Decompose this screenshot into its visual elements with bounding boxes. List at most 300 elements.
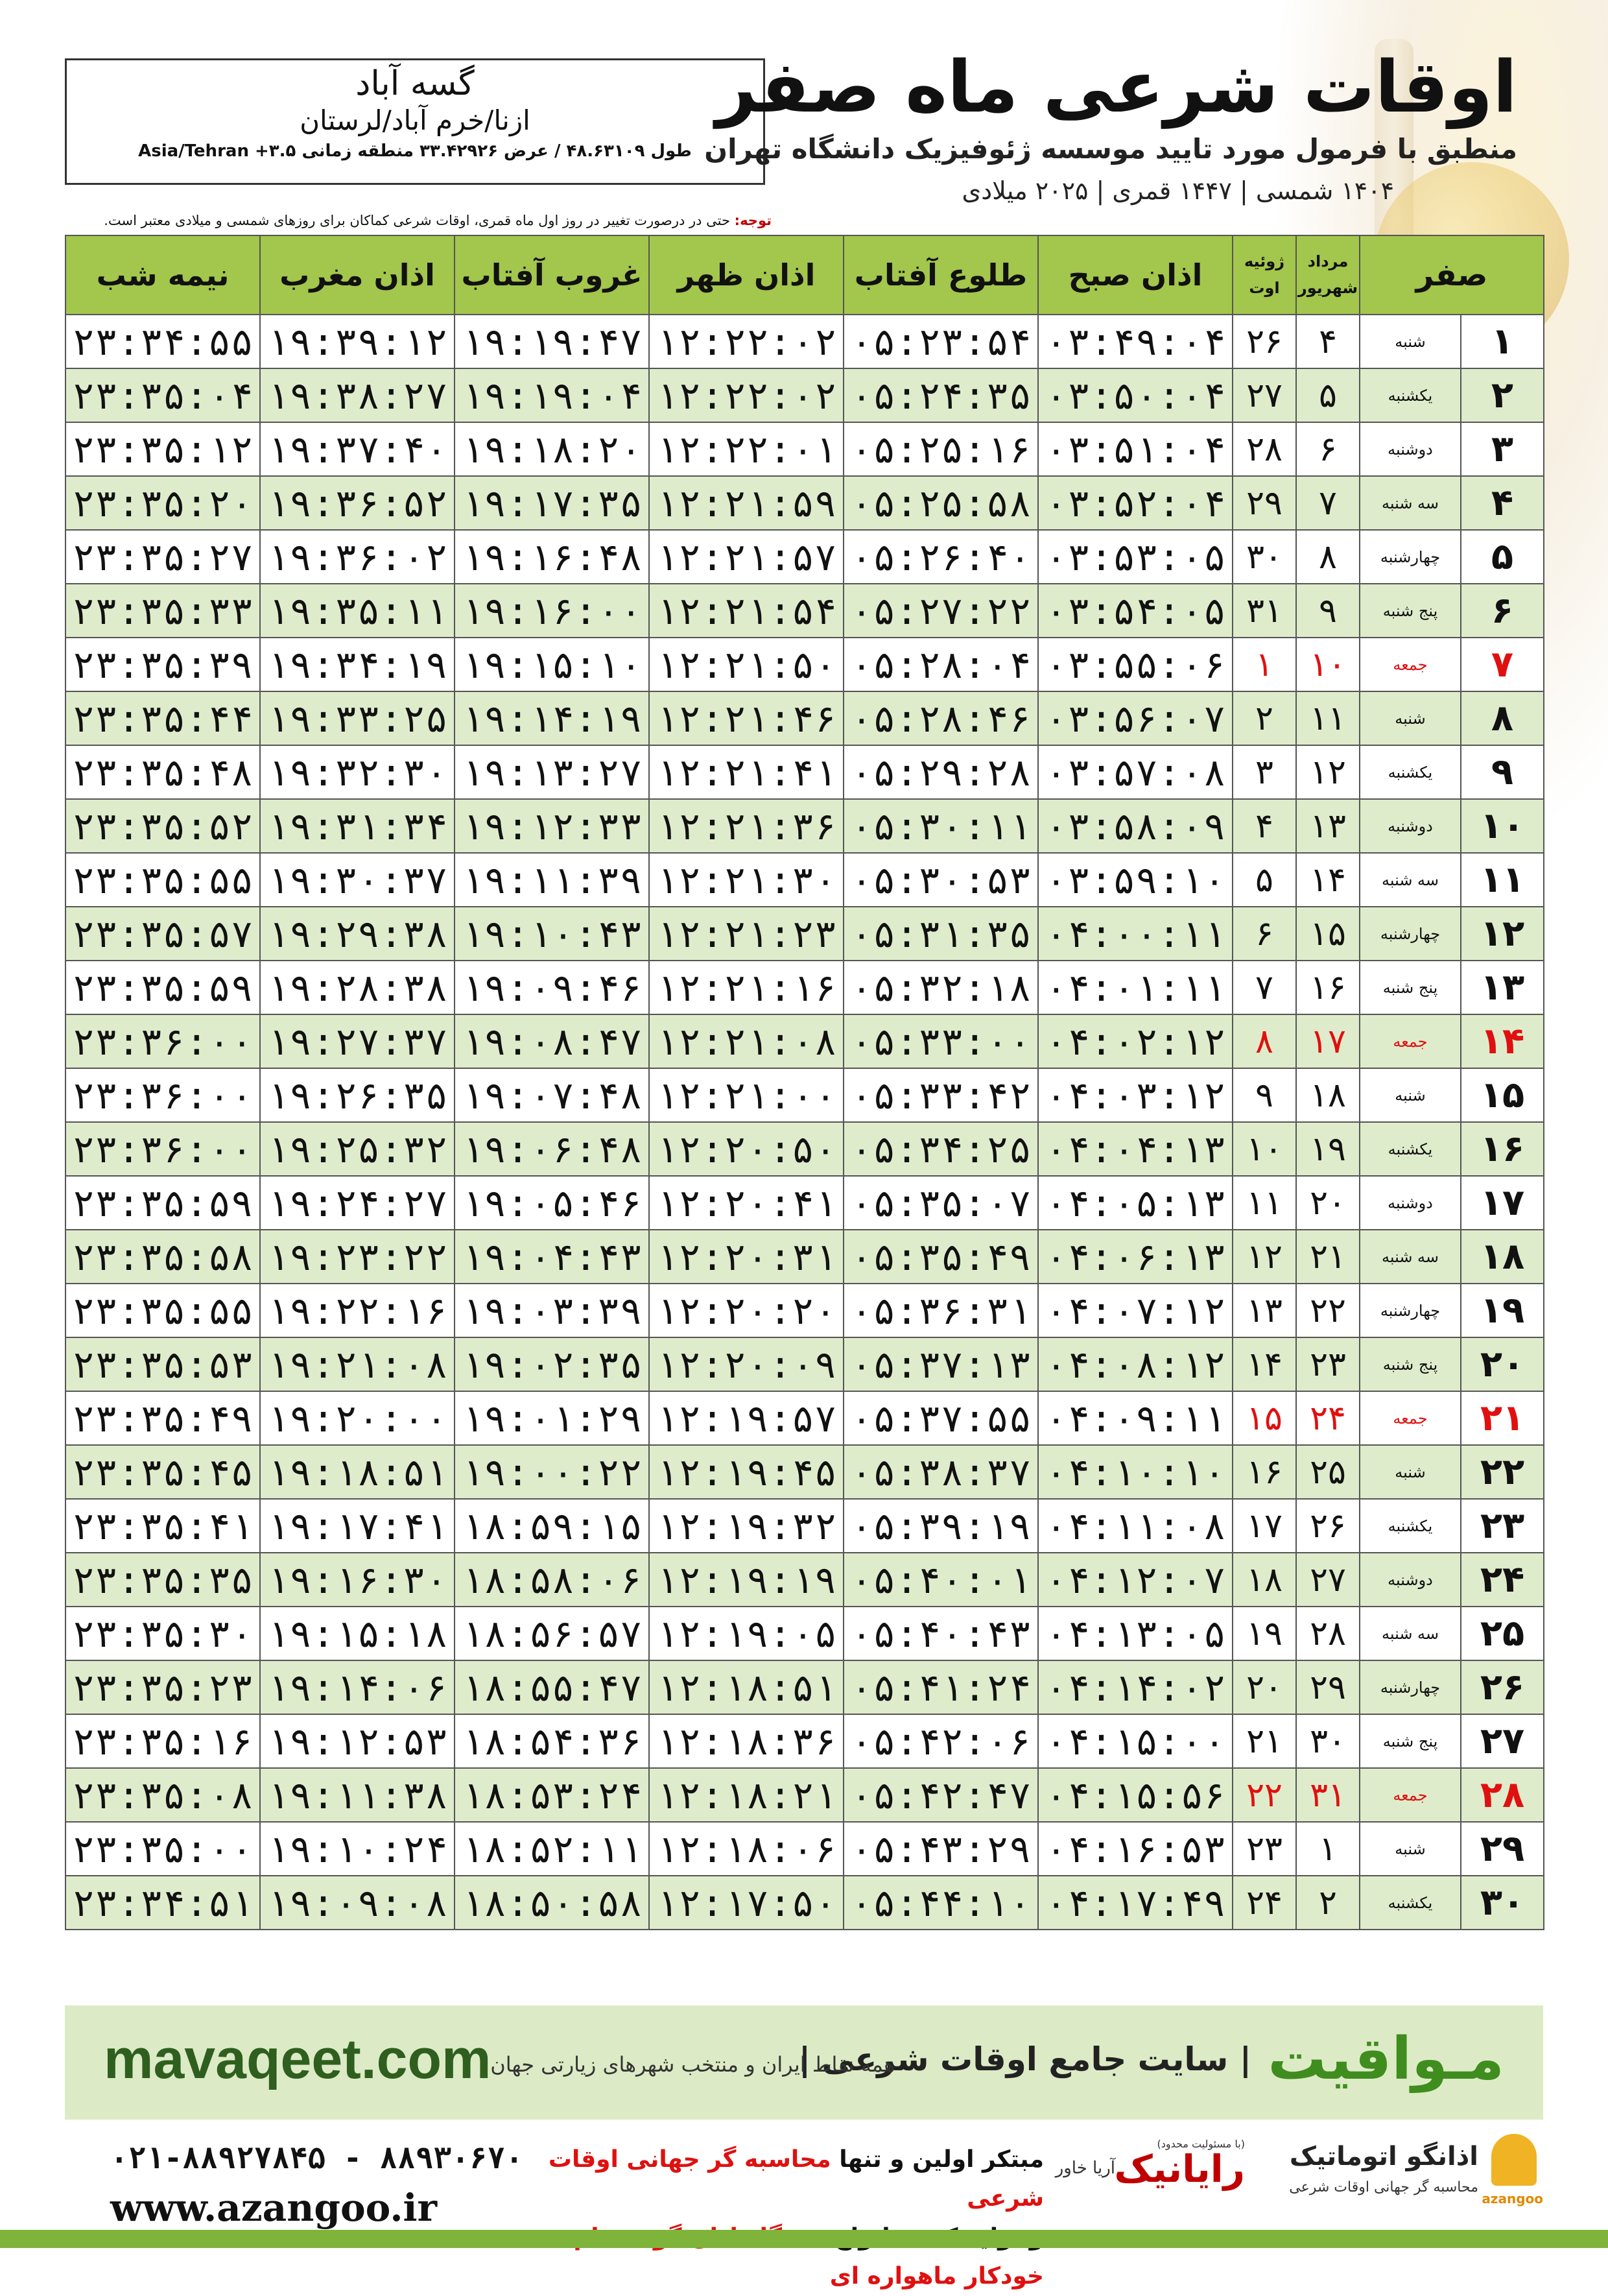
sunset-time: ۱۹:۱۷:۳۵ (455, 476, 649, 530)
weekday: جمعه (1360, 1391, 1461, 1445)
midnight-time: ۲۳:۳۵:۳۳ (65, 584, 260, 638)
sunset-time: ۱۸:۵۴:۳۶ (455, 1714, 649, 1768)
header-sunrise: طلوع آفتاب (844, 235, 1038, 315)
page-subtitle: منطبق با فرمول مورد تایید موسسه ژئوفیزیک دانشگاه تهران (704, 133, 1517, 165)
sunset-time: ۱۹:۱۱:۳۹ (455, 853, 649, 907)
gregorian-date: ۲۷ (1233, 368, 1296, 422)
fajr-time: ۰۴:۰۸:۱۲ (1038, 1337, 1233, 1391)
dhuhr-time: ۱۲:۱۹:۳۲ (649, 1499, 844, 1553)
fajr-time: ۰۴:۱۱:۰۸ (1038, 1499, 1233, 1553)
sunset-time: ۱۹:۱۳:۲۷ (455, 745, 649, 799)
maghrib-time: ۱۹:۳۶:۰۲ (260, 530, 455, 584)
maghrib-time: ۱۹:۳۳:۲۵ (260, 691, 455, 745)
maghrib-time: ۱۹:۲۶:۳۵ (260, 1068, 455, 1122)
shamsi-date: ۵ (1296, 368, 1360, 422)
shamsi-date: ۲۲ (1296, 1284, 1360, 1337)
weekday: شنبه (1360, 315, 1461, 368)
sunset-time: ۱۹:۰۳:۳۹ (455, 1284, 649, 1337)
site-url[interactable]: mavaqeet.com (104, 2028, 491, 2090)
sunset-time: ۱۹:۰۲:۳۵ (455, 1337, 649, 1391)
table-row (65, 1230, 1544, 1284)
fajr-time: ۰۳:۵۷:۰۸ (1038, 745, 1233, 799)
sunrise-time: ۰۵:۴۴:۱۰ (844, 1876, 1038, 1930)
day-number: ۲۳ (1461, 1499, 1544, 1553)
day-number: ۳ (1461, 422, 1544, 476)
note-text: حتی در درصورت تغییر در روز اول ماه قمری، اوقات شرعی کماکان برای روزهای شمسی و میلادی معتبر است. (104, 213, 730, 228)
sunrise-time: ۰۵:۳۰:۱۱ (844, 799, 1038, 853)
midnight-time: ۲۳:۳۶:۰۰ (65, 1014, 260, 1068)
gregorian-date: ۲۳ (1233, 1822, 1296, 1876)
weekday: پنج شنبه (1360, 584, 1461, 638)
dhuhr-time: ۱۲:۲۱:۵۰ (649, 638, 844, 691)
azangoo-subtitle: محاسبه گر جهانی اوقات شرعی (1289, 2179, 1478, 2195)
sunrise-time: ۰۵:۴۲:۴۷ (844, 1768, 1038, 1822)
sunrise-time: ۰۵:۳۲:۱۸ (844, 961, 1038, 1014)
shamsi-date: ۹ (1296, 584, 1360, 638)
fajr-time: ۰۳:۴۹:۰۴ (1038, 315, 1233, 368)
midnight-time: ۲۳:۳۵:۳۹ (65, 638, 260, 691)
phone-numbers: ۰۲۱-۸۸۹۲۷۸۴۵ - ۸۸۹۳۰۶۷۰ (110, 2140, 523, 2175)
gregorian-date: ۱۳ (1233, 1284, 1296, 1337)
weekday: پنج شنبه (1360, 1714, 1461, 1768)
header-midnight: نیمه شب (65, 235, 260, 315)
midnight-time: ۲۳:۳۵:۵۸ (65, 1230, 260, 1284)
promo-line2-b: خودکار ماهواره ای (829, 2263, 1044, 2290)
gregorian-date: ۷ (1233, 961, 1296, 1014)
shamsi-date: ۱۷ (1296, 1014, 1360, 1068)
weekday: یکشنبه (1360, 1122, 1461, 1176)
table-row (65, 745, 1544, 799)
sunset-time: ۱۹:۰۴:۴۳ (455, 1230, 649, 1284)
fajr-time: ۰۴:۰۶:۱۳ (1038, 1230, 1233, 1284)
rayanik-logo: رایانیک (1114, 2147, 1245, 2191)
shamsi-date: ۱۸ (1296, 1068, 1360, 1122)
fajr-time: ۰۴:۱۴:۰۲ (1038, 1660, 1233, 1714)
weekday: جمعه (1360, 1014, 1461, 1068)
dhuhr-time: ۱۲:۲۲:۰۲ (649, 368, 844, 422)
shamsi-date: ۲۶ (1296, 1499, 1360, 1553)
gregorian-date: ۳ (1233, 745, 1296, 799)
dhuhr-time: ۱۲:۲۱:۲۳ (649, 907, 844, 961)
dhuhr-time: ۱۲:۱۸:۲۱ (649, 1768, 844, 1822)
sunrise-time: ۰۵:۳۵:۴۹ (844, 1230, 1038, 1284)
day-number: ۲۰ (1461, 1337, 1544, 1391)
shamsi-date: ۲۵ (1296, 1445, 1360, 1499)
day-number: ۴ (1461, 476, 1544, 530)
day-number: ۲۱ (1461, 1391, 1544, 1445)
midnight-time: ۲۳:۳۵:۴۸ (65, 745, 260, 799)
dhuhr-time: ۱۲:۲۰:۳۱ (649, 1230, 844, 1284)
weekday: پنج شنبه (1360, 1337, 1461, 1391)
sunrise-time: ۰۵:۳۰:۵۳ (844, 853, 1038, 907)
banner-tagline-secondary: همه نقاط ایران و منتخب شهرهای زیارتی جهان (490, 2052, 895, 2077)
maghrib-time: ۱۹:۱۱:۳۸ (260, 1768, 455, 1822)
header-day: صفر (1360, 235, 1544, 315)
midnight-time: ۲۳:۳۵:۰۸ (65, 1768, 260, 1822)
shamsi-date: ۲۳ (1296, 1337, 1360, 1391)
weekday: یکشنبه (1360, 745, 1461, 799)
maghrib-time: ۱۹:۳۵:۱۱ (260, 584, 455, 638)
weekday: شنبه (1360, 1822, 1461, 1876)
table-row (65, 1337, 1544, 1391)
fajr-time: ۰۴:۰۷:۱۲ (1038, 1284, 1233, 1337)
midnight-time: ۲۳:۳۵:۲۰ (65, 476, 260, 530)
sunset-time: ۱۹:۰۱:۲۹ (455, 1391, 649, 1445)
day-number: ۱۶ (1461, 1122, 1544, 1176)
azangoo-url[interactable]: www.azangoo.ir (110, 2186, 438, 2230)
day-number: ۱۷ (1461, 1176, 1544, 1230)
dhuhr-time: ۱۲:۲۰:۰۹ (649, 1337, 844, 1391)
shamsi-date: ۲۷ (1296, 1553, 1360, 1607)
fajr-time: ۰۴:۰۳:۱۲ (1038, 1068, 1233, 1122)
midnight-time: ۲۳:۳۵:۵۵ (65, 1284, 260, 1337)
fajr-time: ۰۴:۰۵:۱۳ (1038, 1176, 1233, 1230)
weekday: یکشنبه (1360, 1876, 1461, 1930)
dhuhr-time: ۱۲:۲۱:۰۸ (649, 1014, 844, 1068)
dhuhr-time: ۱۲:۲۱:۵۷ (649, 530, 844, 584)
dhuhr-time: ۱۲:۲۰:۵۰ (649, 1122, 844, 1176)
day-number: ۱ (1461, 315, 1544, 368)
midnight-time: ۲۳:۳۵:۳۵ (65, 1553, 260, 1607)
sunrise-time: ۰۵:۳۴:۲۵ (844, 1122, 1038, 1176)
shamsi-date: ۳۰ (1296, 1714, 1360, 1768)
weekday: شنبه (1360, 691, 1461, 745)
midnight-time: ۲۳:۳۵:۲۷ (65, 530, 260, 584)
dhuhr-time: ۱۲:۲۰:۴۱ (649, 1176, 844, 1230)
gregorian-date: ۱۸ (1233, 1553, 1296, 1607)
gregorian-date: ۱۲ (1233, 1230, 1296, 1284)
azangoo-icon (1491, 2134, 1537, 2186)
day-number: ۸ (1461, 691, 1544, 745)
weekday: چهارشنبه (1360, 1284, 1461, 1337)
weekday: چهارشنبه (1360, 907, 1461, 961)
header-dhuhr: اذان ظهر (649, 235, 844, 315)
gregorian-date: ۱۱ (1233, 1176, 1296, 1230)
weekday: سه شنبه (1360, 476, 1461, 530)
fajr-time: ۰۳:۵۲:۰۴ (1038, 476, 1233, 530)
sunset-time: ۱۹:۰۹:۴۶ (455, 961, 649, 1014)
maghrib-time: ۱۹:۱۵:۱۸ (260, 1607, 455, 1660)
gregorian-date: ۱۶ (1233, 1445, 1296, 1499)
midnight-time: ۲۳:۳۵:۵۳ (65, 1337, 260, 1391)
midnight-time: ۲۳:۳۵:۲۳ (65, 1660, 260, 1714)
shamsi-date: ۱ (1296, 1822, 1360, 1876)
sunrise-time: ۰۵:۳۵:۰۷ (844, 1176, 1038, 1230)
maghrib-time: ۱۹:۱۰:۲۴ (260, 1822, 455, 1876)
header-gregorian: ژوئیه اوت (1233, 235, 1296, 315)
website-banner (65, 2005, 1543, 2120)
dhuhr-time: ۱۲:۱۹:۴۵ (649, 1445, 844, 1499)
midnight-time: ۲۳:۳۵:۵۲ (65, 799, 260, 853)
fajr-time: ۰۴:۱۶:۵۳ (1038, 1822, 1233, 1876)
day-number: ۲۶ (1461, 1660, 1544, 1714)
table-row (65, 799, 1544, 853)
gregorian-date: ۳۰ (1233, 530, 1296, 584)
azangoo-logo: اذانگو اتوماتیک (1289, 2142, 1478, 2171)
day-number: ۱۴ (1461, 1014, 1544, 1068)
rayanik-sub: (با مسئولیت محدود) (1157, 2138, 1245, 2150)
gregorian-date: ۲ (1233, 691, 1296, 745)
sunset-time: ۱۹:۱۸:۲۰ (455, 422, 649, 476)
maghrib-time: ۱۹:۰۹:۰۸ (260, 1876, 455, 1930)
dhuhr-time: ۱۲:۲۱:۱۶ (649, 961, 844, 1014)
dhuhr-time: ۱۲:۱۹:۱۹ (649, 1553, 844, 1607)
weekday: سه شنبه (1360, 853, 1461, 907)
table-row (65, 853, 1544, 907)
sunset-time: ۱۹:۱۹:۴۷ (455, 315, 649, 368)
dhuhr-time: ۱۲:۱۸:۰۶ (649, 1822, 844, 1876)
banner-tagline: | سایت جامع اوقات شرعی | (798, 2040, 1251, 2078)
shamsi-date: ۲۰ (1296, 1176, 1360, 1230)
gregorian-date: ۲۹ (1233, 476, 1296, 530)
sunrise-time: ۰۵:۲۶:۴۰ (844, 530, 1038, 584)
shamsi-date: ۲۸ (1296, 1607, 1360, 1660)
sunrise-time: ۰۵:۴۰:۴۳ (844, 1607, 1038, 1660)
midnight-time: ۲۳:۳۵:۴۱ (65, 1499, 260, 1553)
sunset-time: ۱۹:۱۲:۳۳ (455, 799, 649, 853)
day-number: ۱۱ (1461, 853, 1544, 907)
day-number: ۱۳ (1461, 961, 1544, 1014)
midnight-time: ۲۳:۳۵:۵۹ (65, 1176, 260, 1230)
table-row (65, 1122, 1544, 1176)
sunset-time: ۱۹:۰۵:۴۶ (455, 1176, 649, 1230)
table-row (65, 1284, 1544, 1337)
header-sunset: غروب آفتاب (455, 235, 649, 315)
sunrise-time: ۰۵:۴۳:۲۹ (844, 1822, 1038, 1876)
gregorian-date: ۲۲ (1233, 1768, 1296, 1822)
gregorian-date: ۲۸ (1233, 422, 1296, 476)
bottom-bar (0, 2230, 1608, 2248)
sunrise-time: ۰۵:۳۳:۰۰ (844, 1014, 1038, 1068)
gregorian-date: ۴ (1233, 799, 1296, 853)
gregorian-date: ۳۱ (1233, 584, 1296, 638)
table-row (65, 907, 1544, 961)
maghrib-time: ۱۹:۲۵:۳۲ (260, 1122, 455, 1176)
maghrib-time: ۱۹:۲۳:۲۲ (260, 1230, 455, 1284)
maghrib-time: ۱۹:۳۲:۳۰ (260, 745, 455, 799)
fajr-time: ۰۴:۰۲:۱۲ (1038, 1014, 1233, 1068)
fajr-time: ۰۳:۵۶:۰۷ (1038, 691, 1233, 745)
dhuhr-time: ۱۲:۲۱:۴۶ (649, 691, 844, 745)
day-number: ۲ (1461, 368, 1544, 422)
fajr-time: ۰۴:۰۰:۱۱ (1038, 907, 1233, 961)
gregorian-date: ۶ (1233, 907, 1296, 961)
shamsi-date: ۳۱ (1296, 1768, 1360, 1822)
sunrise-time: ۰۵:۳۷:۵۵ (844, 1391, 1038, 1445)
day-number: ۶ (1461, 584, 1544, 638)
dhuhr-time: ۱۲:۲۱:۳۰ (649, 853, 844, 907)
gregorian-date: ۱۵ (1233, 1391, 1296, 1445)
table-row (65, 530, 1544, 584)
weekday: شنبه (1360, 1445, 1461, 1499)
maghrib-time: ۱۹:۲۲:۱۶ (260, 1284, 455, 1337)
sunset-time: ۱۹:۰۷:۴۸ (455, 1068, 649, 1122)
rayanik-side-text: آریا خاور (1055, 2158, 1115, 2178)
sunrise-time: ۰۵:۳۷:۱۳ (844, 1337, 1038, 1391)
fajr-time: ۰۴:۰۱:۱۱ (1038, 961, 1233, 1014)
midnight-time: ۲۳:۳۵:۰۴ (65, 368, 260, 422)
gregorian-date: ۱۹ (1233, 1607, 1296, 1660)
dhuhr-time: ۱۲:۲۱:۰۰ (649, 1068, 844, 1122)
shamsi-date: ۱۴ (1296, 853, 1360, 907)
shamsi-date: ۲۹ (1296, 1660, 1360, 1714)
maghrib-time: ۱۹:۲۴:۲۷ (260, 1176, 455, 1230)
weekday: دوشنبه (1360, 799, 1461, 853)
shamsi-date: ۱۳ (1296, 799, 1360, 853)
dhuhr-time: ۱۲:۲۲:۰۱ (649, 422, 844, 476)
dhuhr-time: ۱۲:۲۱:۴۱ (649, 745, 844, 799)
table-row (65, 1068, 1544, 1122)
shamsi-date: ۲۴ (1296, 1391, 1360, 1445)
table-row (65, 315, 1544, 368)
maghrib-time: ۱۹:۳۸:۲۷ (260, 368, 455, 422)
note (65, 213, 772, 228)
midnight-time: ۲۳:۳۵:۰۰ (65, 1822, 260, 1876)
table-row (65, 1553, 1544, 1607)
day-number: ۱۸ (1461, 1230, 1544, 1284)
shamsi-date: ۱۶ (1296, 961, 1360, 1014)
table-row (65, 368, 1544, 422)
dhuhr-time: ۱۲:۲۱:۳۶ (649, 799, 844, 853)
dhuhr-time: ۱۲:۱۹:۰۵ (649, 1607, 844, 1660)
day-number: ۱۹ (1461, 1284, 1544, 1337)
weekday: سه شنبه (1360, 1607, 1461, 1660)
weekday: چهارشنبه (1360, 530, 1461, 584)
page-title: اوقات شرعی ماه صفر (715, 45, 1517, 128)
sunrise-time: ۰۵:۳۸:۳۷ (844, 1445, 1038, 1499)
sunrise-time: ۰۵:۲۸:۰۴ (844, 638, 1038, 691)
weekday: جمعه (1360, 638, 1461, 691)
weekday: سه شنبه (1360, 1230, 1461, 1284)
sunrise-time: ۰۵:۲۳:۵۴ (844, 315, 1038, 368)
table-row (65, 961, 1544, 1014)
day-number: ۲۲ (1461, 1445, 1544, 1499)
fajr-time: ۰۴:۱۵:۰۰ (1038, 1714, 1233, 1768)
day-number: ۱۰ (1461, 799, 1544, 853)
sunset-time: ۱۸:۵۲:۱۱ (455, 1822, 649, 1876)
fajr-time: ۰۴:۰۴:۱۳ (1038, 1122, 1233, 1176)
header-maghrib: اذان مغرب (260, 235, 455, 315)
midnight-time: ۲۳:۳۵:۱۶ (65, 1714, 260, 1768)
sunrise-time: ۰۵:۳۱:۳۵ (844, 907, 1038, 961)
midnight-time: ۲۳:۳۶:۰۰ (65, 1122, 260, 1176)
midnight-time: ۲۳:۳۵:۴۴ (65, 691, 260, 745)
table-row (65, 1768, 1544, 1822)
dhuhr-time: ۱۲:۱۹:۵۷ (649, 1391, 844, 1445)
sunrise-time: ۰۵:۴۲:۰۶ (844, 1714, 1038, 1768)
table-row (65, 691, 1544, 745)
dhuhr-time: ۱۲:۲۰:۲۰ (649, 1284, 844, 1337)
sunset-time: ۱۹:۱۶:۴۸ (455, 530, 649, 584)
sunset-time: ۱۸:۵۰:۵۸ (455, 1876, 649, 1930)
sunset-time: ۱۹:۱۶:۰۰ (455, 584, 649, 638)
sunset-time: ۱۸:۵۸:۰۶ (455, 1553, 649, 1607)
table-row (65, 476, 1544, 530)
table-row (65, 1014, 1544, 1068)
midnight-time: ۲۳:۳۵:۴۹ (65, 1391, 260, 1445)
sunset-time: ۱۸:۵۳:۲۴ (455, 1768, 649, 1822)
dhuhr-time: ۱۲:۱۸:۵۱ (649, 1660, 844, 1714)
promo-line1-a: مبتکر اولین و تنها (839, 2146, 1044, 2173)
midnight-time: ۲۳:۳۵:۱۲ (65, 422, 260, 476)
sunrise-time: ۰۵:۲۵:۵۸ (844, 476, 1038, 530)
promo-text (525, 2140, 1044, 2296)
fajr-time: ۰۳:۵۸:۰۹ (1038, 799, 1233, 853)
maghrib-time: ۱۹:۲۰:۰۰ (260, 1391, 455, 1445)
fajr-time: ۰۳:۵۳:۰۵ (1038, 530, 1233, 584)
header-fajr: اذان صبح (1038, 235, 1233, 315)
day-number: ۳۰ (1461, 1876, 1544, 1930)
maghrib-time: ۱۹:۲۷:۳۷ (260, 1014, 455, 1068)
table-row (65, 1391, 1544, 1445)
gregorian-date: ۹ (1233, 1068, 1296, 1122)
day-number: ۵ (1461, 530, 1544, 584)
table-row (65, 584, 1544, 638)
fajr-time: ۰۳:۵۴:۰۵ (1038, 584, 1233, 638)
gregorian-date: ۱۷ (1233, 1499, 1296, 1553)
weekday: دوشنبه (1360, 1176, 1461, 1230)
fajr-time: ۰۳:۵۹:۱۰ (1038, 853, 1233, 907)
dhuhr-time: ۱۲:۱۸:۳۶ (649, 1714, 844, 1768)
day-number: ۱۵ (1461, 1068, 1544, 1122)
table-row (65, 1499, 1544, 1553)
day-number: ۱۲ (1461, 907, 1544, 961)
sunrise-time: ۰۵:۲۴:۳۵ (844, 368, 1038, 422)
maghrib-time: ۱۹:۱۶:۳۰ (260, 1553, 455, 1607)
midnight-time: ۲۳:۳۶:۰۰ (65, 1068, 260, 1122)
sunrise-time: ۰۵:۴۱:۲۴ (844, 1660, 1038, 1714)
sunrise-time: ۰۵:۳۶:۳۱ (844, 1284, 1038, 1337)
fajr-time: ۰۴:۱۲:۰۷ (1038, 1553, 1233, 1607)
prayer-times-table (65, 235, 1544, 1930)
maghrib-time: ۱۹:۱۸:۵۱ (260, 1445, 455, 1499)
shamsi-date: ۲ (1296, 1876, 1360, 1930)
weekday: شنبه (1360, 1068, 1461, 1122)
note-label: توجه: (734, 213, 772, 228)
shamsi-date: ۱۲ (1296, 745, 1360, 799)
coordinates: طول ۴۸.۶۳۱۰۹ / عرض ۳۳.۴۲۹۲۶ منطقه زمانی ۳.۵+ Asia/Tehran (138, 141, 692, 161)
day-number: ۲۸ (1461, 1768, 1544, 1822)
midnight-time: ۲۳:۳۴:۵۵ (65, 315, 260, 368)
shamsi-date: ۷ (1296, 476, 1360, 530)
fajr-time: ۰۴:۱۵:۵۶ (1038, 1768, 1233, 1822)
maghrib-time: ۱۹:۳۷:۴۰ (260, 422, 455, 476)
shamsi-date: ۴ (1296, 315, 1360, 368)
day-number: ۷ (1461, 638, 1544, 691)
sunset-time: ۱۹:۱۴:۱۹ (455, 691, 649, 745)
dhuhr-time: ۱۲:۲۱:۵۴ (649, 584, 844, 638)
shamsi-date: ۶ (1296, 422, 1360, 476)
maghrib-time: ۱۹:۳۹:۱۲ (260, 315, 455, 368)
maghrib-time: ۱۹:۳۱:۳۴ (260, 799, 455, 853)
sunset-time: ۱۹:۰۶:۴۸ (455, 1122, 649, 1176)
fajr-time: ۰۴:۰۹:۱۱ (1038, 1391, 1233, 1445)
promo-line1-b: محاسبه گر جهانی اوقات شرعی (548, 2146, 1044, 2212)
weekday: پنج شنبه (1360, 961, 1461, 1014)
midnight-time: ۲۳:۳۵:۳۰ (65, 1607, 260, 1660)
brand-logo: مـواقیت (1268, 2025, 1504, 2093)
maghrib-time: ۱۹:۱۲:۵۳ (260, 1714, 455, 1768)
day-number: ۲۴ (1461, 1553, 1544, 1607)
fajr-time: ۰۳:۵۰:۰۴ (1038, 368, 1233, 422)
weekday: چهارشنبه (1360, 1660, 1461, 1714)
table-row (65, 1714, 1544, 1768)
maghrib-time: ۱۹:۳۴:۱۹ (260, 638, 455, 691)
dhuhr-time: ۱۲:۱۷:۵۰ (649, 1876, 844, 1930)
midnight-time: ۲۳:۳۵:۵۷ (65, 907, 260, 961)
gregorian-date: ۱ (1233, 638, 1296, 691)
sunrise-time: ۰۵:۲۹:۲۸ (844, 745, 1038, 799)
